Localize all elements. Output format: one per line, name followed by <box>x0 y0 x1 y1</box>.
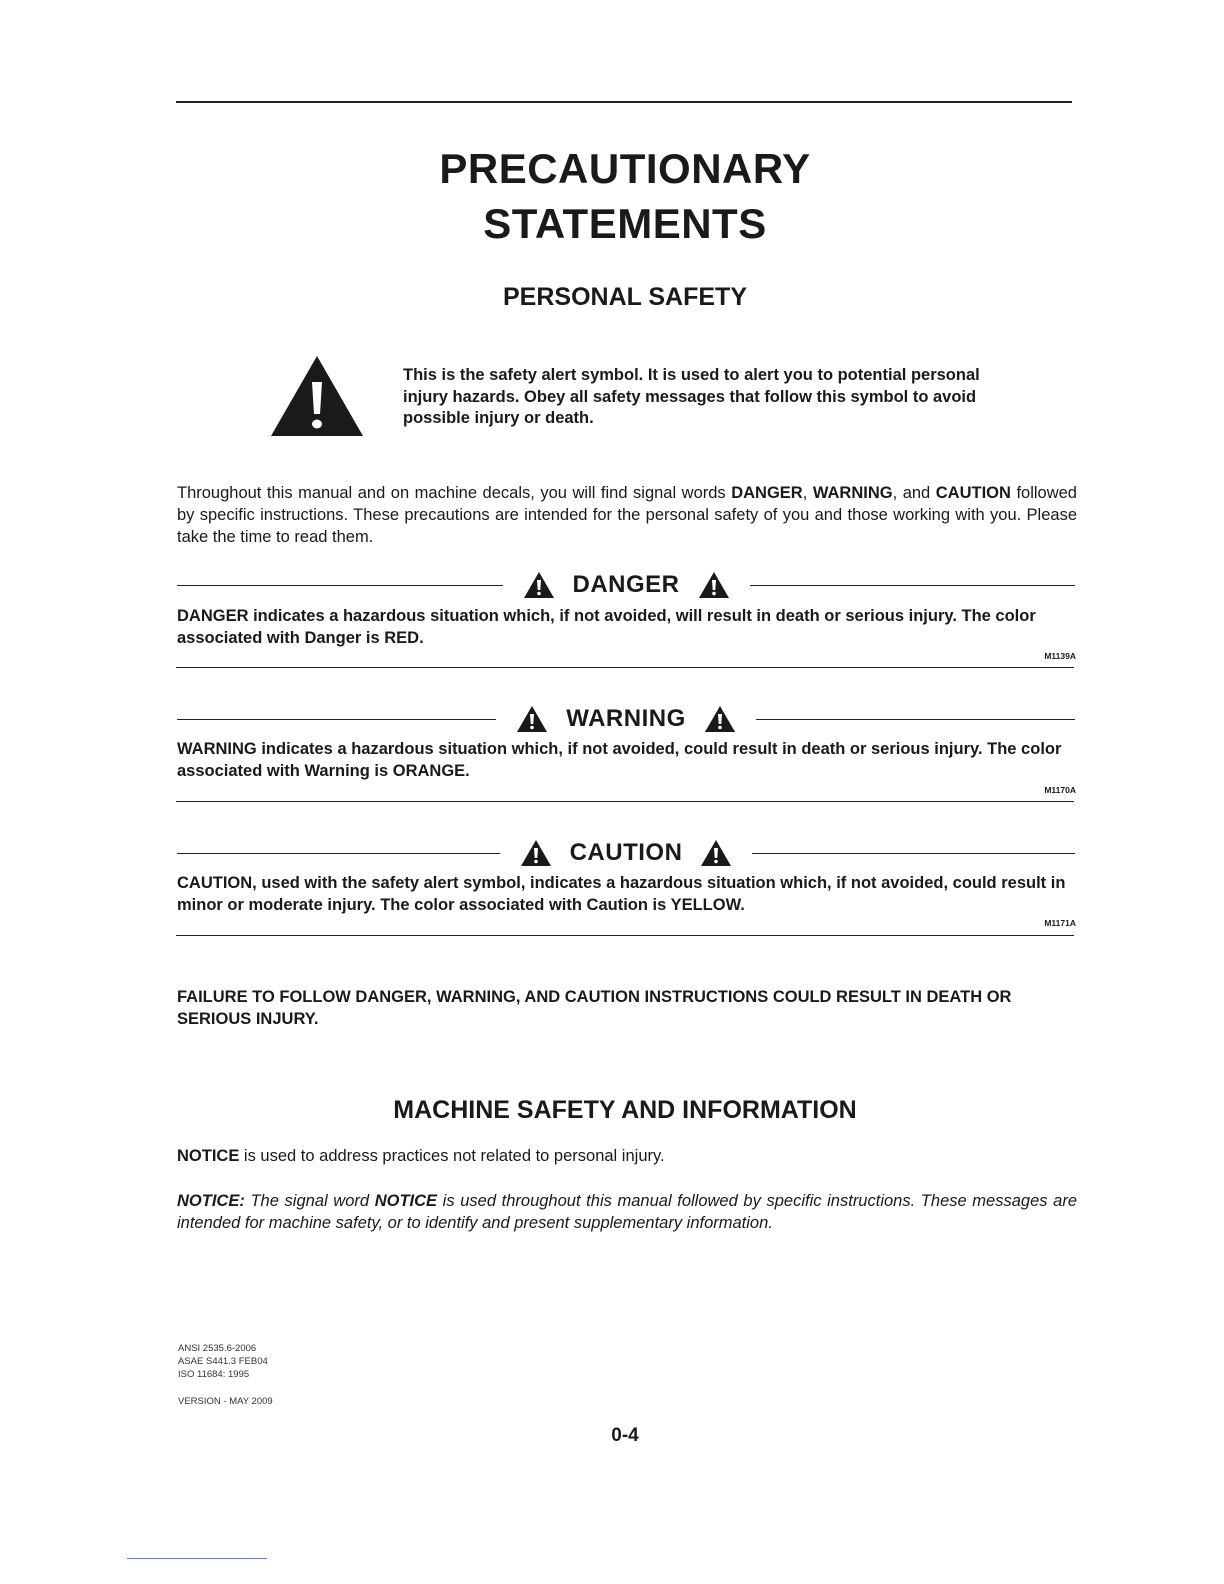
safety-alert-triangle-icon <box>269 354 365 438</box>
caution-signal-header <box>177 838 1075 868</box>
intro-danger-word: DANGER <box>731 484 803 502</box>
signal-line-right <box>756 719 1075 720</box>
notice-italic-rest: is used throughout this manual followed by specific instructions. These messages are intended for machine safety, or to identify and present supplementary information. <box>177 1192 1077 1232</box>
intro-sep1: , <box>802 484 813 502</box>
page-number: 0-4 <box>611 1425 639 1446</box>
signal-line-left <box>177 719 496 720</box>
standard-iso: ISO 11684: 1995 <box>178 1369 250 1380</box>
failure-statement: FAILURE TO FOLLOW DANGER, WARNING, AND CAUTION INSTRUCTIONS COULD RESULT IN DEATH OR SERIOUS INJURY. <box>177 988 1012 1028</box>
intro-text-post: followed by specific instructions. These precautions are intended for the personal safety of you and those working with you. Please take the time to read them. <box>177 484 1077 546</box>
standard-asae: ASAE S441.3 FEB04 <box>178 1356 268 1367</box>
warning-description <box>177 738 1077 782</box>
warning-triangle-icon <box>700 839 732 867</box>
machine-safety-heading: MACHINE SAFETY AND INFORMATION <box>393 1096 857 1124</box>
signal-line-right <box>750 585 1076 586</box>
notice-italic-lead: NOTICE: <box>177 1192 245 1210</box>
personal-safety-heading: PERSONAL SAFETY <box>502 283 748 311</box>
notice-italic-mid: The signal word <box>244 1192 375 1210</box>
warning-desc-rest: indicates a hazardous situation which, if not avoided, could result in death or serious injury. The color associated with Warning is ORANGE. <box>177 740 1062 780</box>
version-label: VERSION - MAY 2009 <box>178 1396 273 1407</box>
caution-word: CAUTION <box>569 839 683 866</box>
intro-text-pre: Throughout this manual and on machine decals, you will find signal words <box>177 484 732 502</box>
caution-code: M1171A <box>1044 918 1076 928</box>
signal-words-intro <box>177 482 1077 548</box>
top-rule <box>176 101 1072 103</box>
warning-bottom-rule <box>176 801 1074 802</box>
signal-line-right <box>752 853 1075 854</box>
warning-word: WARNING <box>566 705 686 732</box>
danger-desc-lead: DANGER <box>177 607 249 625</box>
bottom-underline <box>127 1558 267 1559</box>
notice-definition <box>177 1145 1077 1167</box>
warning-triangle-icon <box>704 705 736 733</box>
page-title-line1: PRECAUTIONARY <box>439 145 811 192</box>
notice-italic-word: NOTICE <box>374 1192 438 1210</box>
warning-signal-header <box>177 704 1075 734</box>
intro-warning-word: WARNING <box>812 484 893 502</box>
signal-line-left <box>177 585 503 586</box>
intro-caution-word: CAUTION <box>935 484 1011 502</box>
signal-line-left <box>177 853 500 854</box>
page-title-line2: STATEMENTS <box>483 200 767 247</box>
notice-rest: is used to address practices not related to personal injury. <box>239 1147 665 1165</box>
warning-triangle-icon <box>520 839 552 867</box>
caution-desc-lead: CAUTION <box>177 874 253 892</box>
warning-triangle-icon <box>698 571 730 599</box>
safety-alert-description: This is the safety alert symbol. It is used to alert you to potential personal injury hazards. Obey all safety messages that follow this symbol to avoid possible injury or death. <box>403 366 980 427</box>
warning-triangle-icon <box>516 705 548 733</box>
warning-desc-lead: WARNING <box>177 740 257 758</box>
danger-bottom-rule <box>176 667 1074 668</box>
warning-triangle-icon <box>523 571 555 599</box>
notice-example <box>177 1190 1077 1234</box>
danger-signal-header <box>177 570 1075 600</box>
notice-lead: NOTICE <box>177 1147 240 1165</box>
danger-code: M1139A <box>1044 651 1076 661</box>
warning-code: M1170A <box>1044 785 1076 795</box>
danger-description <box>177 605 1077 649</box>
danger-word: DANGER <box>572 571 680 598</box>
danger-desc-rest: indicates a hazardous situation which, if not avoided, will result in death or serious injury. The color associated with Danger is RED. <box>177 607 1036 647</box>
caution-desc-rest: , used with the safety alert symbol, indicates a hazardous situation which, if not avoided, could result in minor or moderate injury. The color associated with Caution is YELLOW. <box>177 874 1066 914</box>
caution-bottom-rule <box>176 935 1074 936</box>
standard-ansi: ANSI 2535.6-2006 <box>178 1343 257 1354</box>
intro-sep2: , and <box>892 484 936 502</box>
caution-description <box>177 872 1077 916</box>
